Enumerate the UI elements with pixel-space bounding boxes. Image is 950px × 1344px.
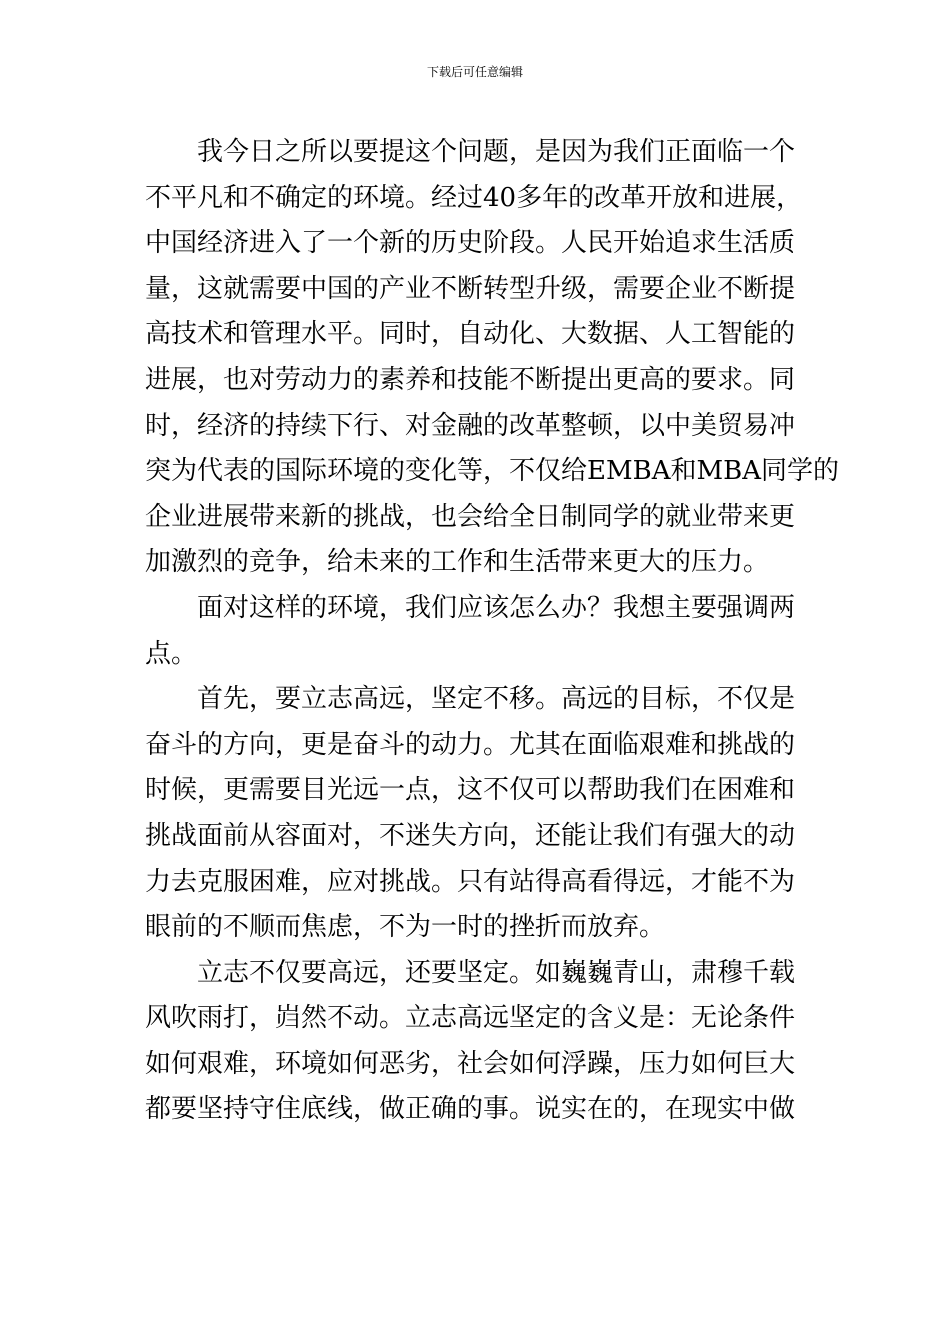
text-line: 风吹雨打，岿然不动。立志高远坚定的含义是：无论条件 — [145, 1003, 796, 1034]
page-header: 下载后可任意编辑 — [426, 65, 523, 79]
text-line: 进展，也对劳动力的素养和技能不断提出更高的要求。同 — [145, 364, 796, 395]
text-line: 都要坚持守住底线，做正确的事。说实在的，在现实中做 — [145, 1094, 796, 1125]
text-line: 加激烈的竞争，给未来的工作和生活带来更大的压力。 — [145, 547, 770, 578]
text-line: 突为代表的国际环境的变化等，不仅给EMBA和MBA同学的 — [145, 456, 839, 487]
text-line: 首先，要立志高远，坚定不移。高远的目标，不仅是 — [197, 684, 796, 715]
text-line: 时候，更需要目光远一点，这不仅可以帮助我们在困难和 — [145, 775, 796, 806]
text-line: 立志不仅要高远，还要坚定。如巍巍青山，肃穆千载 — [197, 957, 796, 988]
text-line: 中国经济进入了一个新的历史阶段。人民开始追求生活质 — [145, 228, 796, 259]
text-line: 眼前的不顺而焦虑，不为一时的挫折而放弃。 — [145, 912, 666, 943]
text-line: 力去克服困难，应对挑战。只有站得高看得远，才能不为 — [145, 866, 796, 897]
text-line: 我今日之所以要提这个问题，是因为我们正面临一个 — [197, 137, 796, 167]
text-line: 挑战面前从容面对，不迷失方向，还能让我们有强大的动 — [145, 820, 796, 851]
text-line: 面对这样的环境，我们应该怎么办？我想主要强调两 — [197, 592, 796, 623]
text-line: 时，经济的持续下行、对金融的改革整顿，以中美贸易冲 — [145, 410, 796, 441]
text-line: 量，这就需要中国的产业不断转型升级，需要企业不断提 — [145, 273, 796, 304]
document-body — [145, 130, 839, 1133]
text-line: 不平凡和不确定的环境。经过40多年的改革开放和进展， — [145, 182, 803, 213]
text-line: 企业进展带来新的挑战，也会给全日制同学的就业带来更 — [145, 501, 796, 532]
text-line: 高技术和管理水平。同时，自动化、大数据、人工智能的 — [145, 319, 796, 350]
text-line: 点。 — [145, 638, 198, 669]
text-line: 奋斗的方向，更是奋斗的动力。尤其在面临艰难和挑战的 — [145, 729, 796, 760]
text-line: 如何艰难，环境如何恶劣，社会如何浮躁，压力如何巨大 — [145, 1048, 796, 1079]
